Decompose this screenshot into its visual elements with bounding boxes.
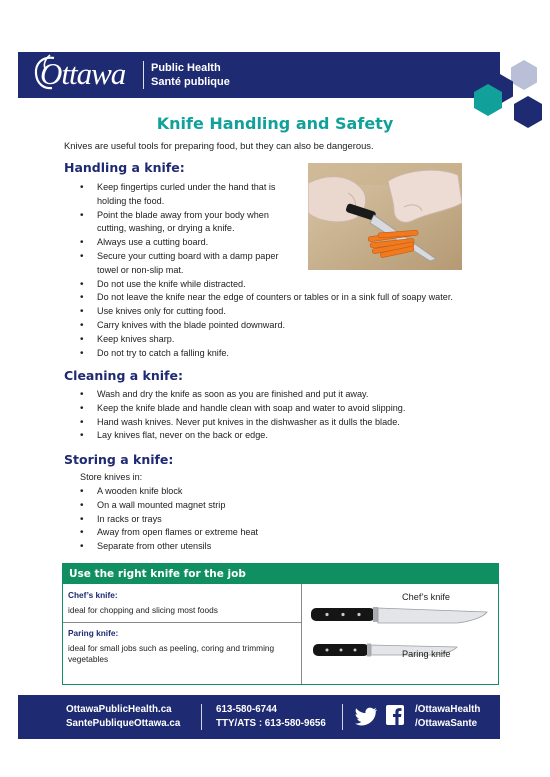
list-item: • Hand wash knives. Never put knives in the dishwasher as it dulls the blade. (80, 416, 405, 430)
chef-knife-label: Chef’s knife (402, 592, 451, 602)
ottawa-logo: Ottawa (40, 56, 126, 91)
page-title: Knife Handling and Safety (156, 114, 394, 133)
footer-tty: TTY/ATS : 613-580-9656 (216, 718, 326, 729)
header-line-english: Public Health (151, 62, 221, 74)
cleaning-heading: Cleaning a knife: (64, 368, 183, 383)
list-item-continuation: cutting, washing, or drying a knife. (97, 223, 235, 234)
footer-social (415, 703, 480, 731)
list-item-continuation: towel or non-slip mat. (97, 264, 184, 275)
facebook-icon[interactable] (386, 705, 404, 725)
storing-intro: Store knives in: (80, 472, 143, 482)
list-item: • Secure your cutting board with a damp paper (80, 250, 453, 264)
header-divider (143, 61, 144, 89)
twitter-icon[interactable] (355, 706, 377, 726)
list-item: • Keep the knife blade and handle clean with soap and water to avoid slipping. (80, 402, 405, 416)
footer-social-english[interactable]: /OttawaHealth (415, 704, 481, 715)
list-item: • Always use a cutting board. (80, 236, 453, 250)
list-item: • Keep knives sharp. (80, 333, 453, 347)
list-item: • Carry knives with the blade pointed downward. (80, 319, 453, 333)
cleaning-list (80, 388, 405, 443)
footer-website-english[interactable]: OttawaPublicHealth.ca (66, 704, 172, 715)
list-item: • Lay knives flat, never on the back or edge. (80, 429, 405, 443)
list-item: • Do not use the knife while distracted. (80, 278, 453, 292)
table-column-divider (301, 584, 302, 684)
footer-website-french[interactable]: SantePubliqueOttawa.ca (66, 718, 181, 729)
footer-divider (342, 704, 343, 730)
paring-knife-label: Paring knife (402, 649, 451, 659)
footer-phones (216, 703, 326, 731)
list-item: • On a wall mounted magnet strip (80, 499, 258, 513)
knife-table-heading: Use the right knife for the job (63, 564, 498, 584)
storing-list (80, 485, 258, 554)
header-org-name (151, 61, 230, 89)
list-item: • Do not try to catch a falling knife. (80, 347, 453, 361)
storing-heading: Storing a knife: (64, 452, 174, 467)
list-item: • A wooden knife block (80, 485, 258, 499)
list-item: • Keep fingertips curled under the hand that is (80, 181, 453, 195)
hexagon-light (511, 60, 537, 90)
table-row-divider (63, 622, 301, 623)
handling-heading: Handling a knife: (64, 160, 185, 175)
list-item: • Do not leave the knife near the edge of counters or tables or in a sink full of soapy water. (80, 291, 453, 305)
cutting-carrots-photo (308, 163, 462, 270)
list-item: • Point the blade away from your body when (80, 209, 453, 223)
list-item: • Away from open flames or extreme heat (80, 526, 258, 540)
chef-knife-description: ideal for chopping and slicing most foods (68, 605, 218, 615)
paring-knife-description: ideal for small jobs such as peeling, coring and trimming vegetables (68, 643, 275, 664)
header-banner (18, 52, 500, 98)
footer-banner (18, 695, 500, 739)
list-item: • Use knives only for cutting food. (80, 305, 453, 319)
list-item: • Wash and dry the knife as soon as you are finished and put it away. (80, 388, 405, 402)
footer-phone: 613-580-6744 (216, 704, 278, 715)
knife-table (62, 563, 499, 685)
chef-knife-name: Chef’s knife: (68, 590, 118, 600)
paring-knife-name: Paring knife: (68, 628, 119, 638)
list-item: • In racks or trays (80, 513, 258, 527)
footer-social-french[interactable]: /OttawaSante (415, 718, 478, 729)
footer-websites (66, 703, 180, 731)
header-line-french: Santé publique (151, 76, 230, 88)
chef-knife-drawing (311, 607, 487, 623)
list-item-continuation: holding the food. (97, 195, 165, 206)
footer-divider (201, 704, 202, 730)
list-item: • Separate from other utensils (80, 540, 258, 554)
intro-text: Knives are useful tools for preparing food, but they can also be dangerous. (64, 140, 374, 151)
